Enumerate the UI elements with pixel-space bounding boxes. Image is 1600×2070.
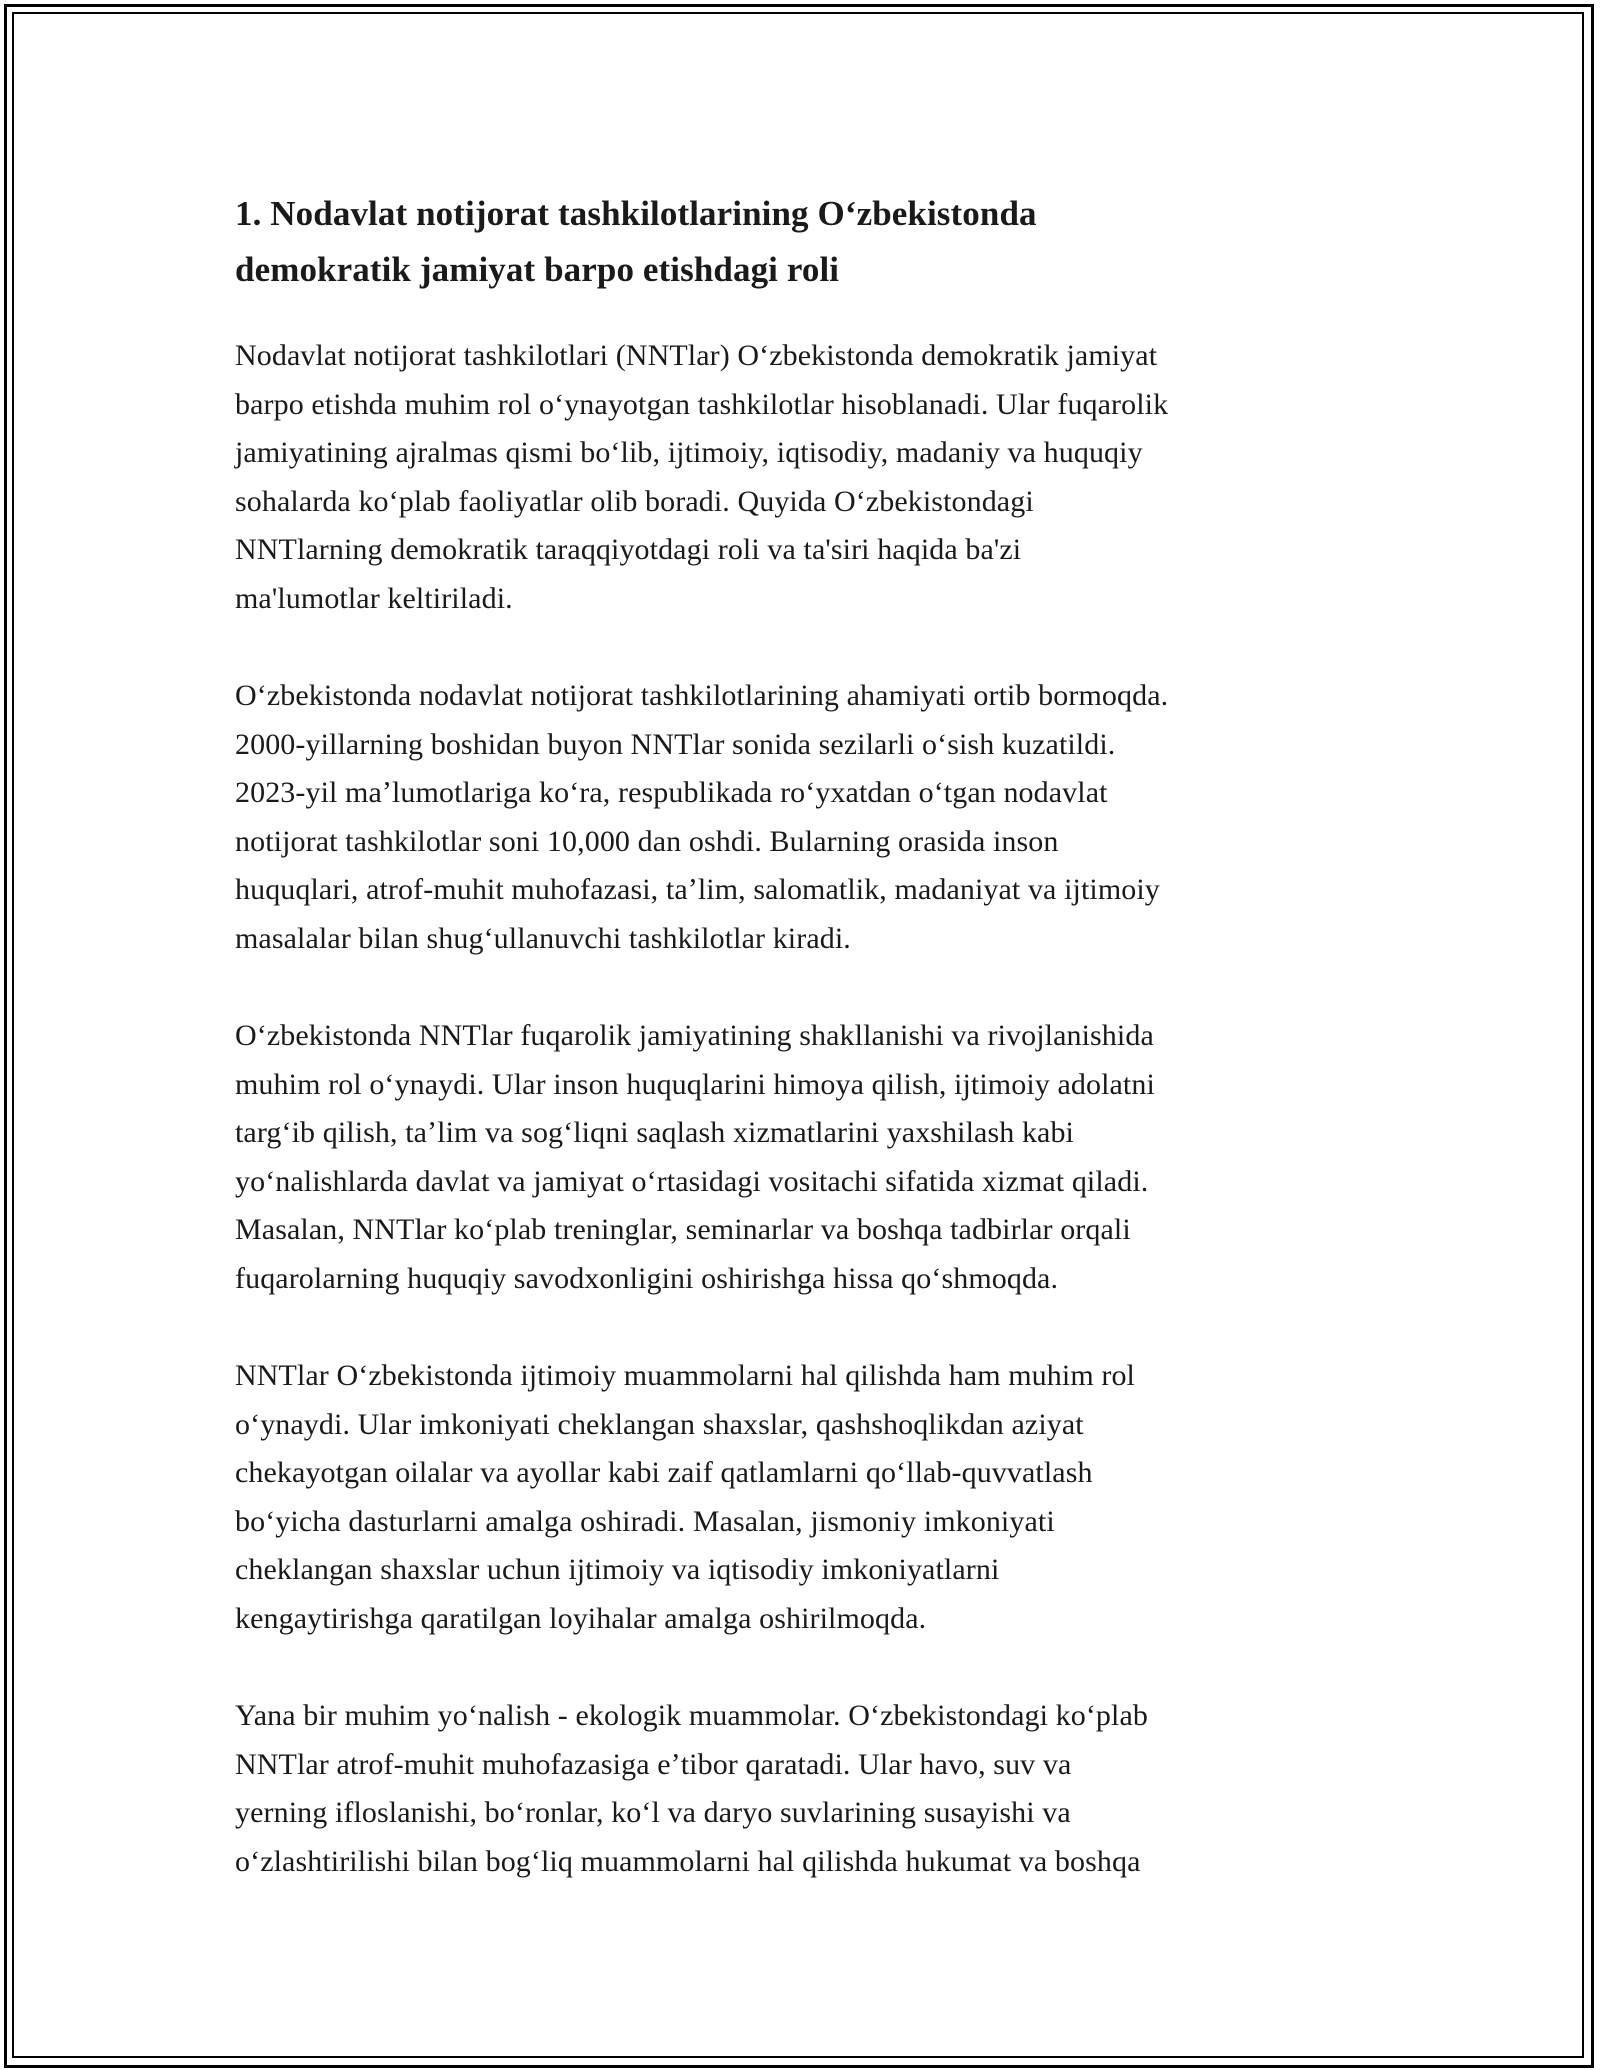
text-line: barpo etishda muhim rol oʻynayotgan tashkilotlar hisoblanadi. Ular fuqarolik [235, 387, 1169, 421]
heading-line: demokratik jamiyat barpo etishdagi roli [235, 250, 840, 289]
text-line: NNTlarning demokratik taraqqiyotdagi roli va ta'siri haqida ba'zi [235, 533, 1022, 566]
text-line: yoʻnalishlarda davlat va jamiyat oʻrtasidagi vositachi sifatida xizmat qiladi. [235, 1164, 1149, 1198]
paragraph-ecology [235, 1692, 1375, 1886]
text-line: Yana bir muhim yoʻnalish - ekologik muammolar. Oʻzbekistondagi koʻplab [235, 1699, 1148, 1732]
section-heading [235, 186, 1375, 298]
text-line: muhim rol oʻynaydi. Ular inson huquqlarini himoya qilish, ijtimoiy adolatni [235, 1067, 1155, 1101]
text-line: chekayotgan oilalar va ayollar kabi zaif qatlamlarni qoʻllab-quvvatlash [235, 1456, 1093, 1489]
text-line: targʻib qilish, taʼlim va sogʻliqni saqlash xizmatlarini yaxshilash kabi [235, 1116, 1074, 1149]
document-body [235, 186, 1375, 1886]
paragraph-intro [235, 332, 1375, 623]
paragraph-civil-society [235, 1012, 1375, 1303]
text-line: 2023-yil maʼlumotlariga koʻra, respublikada roʻyxatdan oʻtgan nodavlat [235, 776, 1108, 809]
text-line: oʻynaydi. Ular imkoniyati cheklangan shaxslar, qashshoqlikdan aziyat [235, 1407, 1084, 1441]
text-line: Oʻzbekistonda NNTlar fuqarolik jamiyatining shakllanishi va rivojlanishida [235, 1019, 1154, 1052]
text-line: NNTlar Oʻzbekistonda ijtimoiy muammolarni hal qilishda ham muhim rol [235, 1359, 1135, 1392]
text-line: Nodavlat notijorat tashkilotlari (NNTlar) Oʻzbekistonda demokratik jamiyat [235, 339, 1158, 372]
text-line: cheklangan shaxslar uchun ijtimoiy va iqtisodiy imkoniyatlarni [235, 1553, 1000, 1586]
text-line: fuqarolarning huquqiy savodxonligini oshirishga hissa qoʻshmoqda. [235, 1261, 1059, 1295]
text-line: Oʻzbekistonda nodavlat notijorat tashkilotlarining ahamiyati ortib bormoqda. [235, 679, 1169, 712]
text-line: sohalarda koʻplab faoliyatlar olib boradi. Quyida Oʻzbekistondagi [235, 484, 1034, 518]
text-line: huquqlari, atrof-muhit muhofazasi, taʼlim, salomatlik, madaniyat va ijtimoiy [235, 873, 1160, 906]
paragraph-growth [235, 672, 1375, 963]
text-line: notijorat tashkilotlar soni 10,000 dan oshdi. Bularning orasida inson [235, 824, 1059, 858]
heading-line: 1. Nodavlat notijorat tashkilotlarining Oʻzbekistonda [235, 194, 1037, 233]
text-line: boʻyicha dasturlarni amalga oshiradi. Masalan, jismoniy imkoniyati [235, 1504, 1055, 1538]
paragraph-social-problems [235, 1352, 1375, 1643]
text-line: jamiyatining ajralmas qismi boʻlib, ijtimoiy, iqtisodiy, madaniy va huquqiy [235, 436, 1143, 469]
text-line: kengaytirishga qaratilgan loyihalar amalga oshirilmoqda. [235, 1601, 927, 1635]
text-line: ma'lumotlar keltiriladi. [235, 581, 513, 615]
text-line: yerning ifloslanishi, boʻronlar, koʻl va daryo suvlarining susayishi va [235, 1796, 1071, 1829]
text-line: masalalar bilan shugʻullanuvchi tashkilotlar kiradi. [235, 921, 851, 955]
text-line: 2000-yillarning boshidan buyon NNTlar sonida sezilarli oʻsish kuzatildi. [235, 727, 1116, 761]
text-line: Masalan, NNTlar koʻplab treninglar, seminarlar va boshqa tadbirlar orqali [235, 1213, 1131, 1246]
text-line: NNTlar atrof-muhit muhofazasiga eʼtibor qaratadi. Ular havo, suv va [235, 1747, 1072, 1781]
text-line: oʻzlashtirilishi bilan bogʻliq muammolarni hal qilishda hukumat va boshqa [235, 1844, 1141, 1878]
